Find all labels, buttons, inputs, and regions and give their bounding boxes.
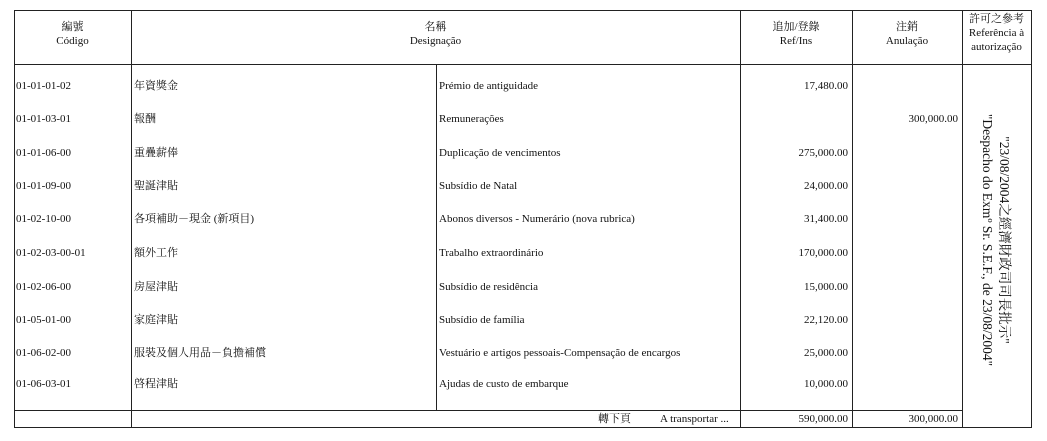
header-auth-pt2: autorização xyxy=(971,41,1022,53)
row-code: 01-01-01-02 xyxy=(16,80,71,92)
header-annul-pt: Anulação xyxy=(885,35,929,47)
row-designation-zh: 房屋津貼 xyxy=(134,281,178,293)
row-designation-zh: 聖誕津貼 xyxy=(134,180,178,192)
col-border-ref xyxy=(852,10,853,428)
table-top-border xyxy=(14,10,1031,11)
row-ref: 17,480.00 xyxy=(804,80,848,92)
row-code: 01-06-02-00 xyxy=(16,347,71,359)
row-designation-zh: 各項補助－現金 (新項目) xyxy=(134,213,255,225)
header-annul-zh: 注銷 xyxy=(896,21,918,33)
row-designation-zh: 啓程津貼 xyxy=(134,378,178,390)
row-designation-pt: Prémio de antiguidade xyxy=(439,80,538,92)
row-designation-pt: Subsídio de Natal xyxy=(439,180,518,192)
footer-top-border xyxy=(14,410,962,411)
row-code: 01-06-03-01 xyxy=(16,378,71,390)
row-designation-pt: Abonos diversos - Numerário (nova rubrica) xyxy=(439,213,635,225)
header-designation-pt: Designação xyxy=(409,35,462,47)
row-code: 01-05-01-00 xyxy=(16,314,71,326)
header-designation xyxy=(131,20,740,48)
table-bottom-border xyxy=(14,427,1031,428)
row-designation-pt: Trabalho extraordinário xyxy=(439,247,544,259)
footer-annul-total: 300,000.00 xyxy=(908,413,958,425)
row-designation-pt: Subsídio de família xyxy=(439,314,525,326)
col-border-code xyxy=(131,10,132,428)
row-code: 01-02-03-00-01 xyxy=(16,247,86,259)
row-designation-zh: 重疊薪俸 xyxy=(134,147,178,159)
row-designation-pt: Ajudas de custo de embarque xyxy=(439,378,569,390)
col-border-right xyxy=(1031,10,1032,428)
header-ref-pt: Ref/Ins xyxy=(779,35,813,47)
header-code-zh: 編號 xyxy=(61,21,84,33)
row-ref: 24,000.00 xyxy=(804,180,848,192)
footer-ref-total: 590,000.00 xyxy=(798,413,848,425)
header-designation-zh: 名稱 xyxy=(424,21,447,33)
row-code: 01-02-10-00 xyxy=(16,213,71,225)
row-code: 01-01-03-01 xyxy=(16,113,71,125)
row-annul: 300,000.00 xyxy=(908,113,958,125)
row-code: 01-01-06-00 xyxy=(16,147,71,159)
row-designation-pt: Subsídio de residência xyxy=(439,281,538,293)
header-auth-zh: 許可之參考 xyxy=(969,13,1024,25)
row-designation-zh: 服裝及個人用品－負擔補償 xyxy=(134,347,266,359)
footer-label-zh: 轉下頁 xyxy=(598,413,631,425)
header-auth xyxy=(962,12,1031,54)
row-ref: 31,400.00 xyxy=(804,213,848,225)
row-designation-pt: Duplicação de vencimentos xyxy=(439,147,561,159)
authorization-reference xyxy=(962,70,1030,410)
auth-header-bottom-border xyxy=(962,64,1031,65)
authorization-line-zh: "23/08/2004之經濟財政司司長批示" xyxy=(997,136,1012,344)
row-designation-zh: 家庭津貼 xyxy=(134,314,178,326)
header-code xyxy=(14,20,131,48)
row-ref: 25,000.00 xyxy=(804,347,848,359)
header-ref xyxy=(740,20,852,48)
row-ref: 15,000.00 xyxy=(804,281,848,293)
footer-label-pt: A transportar ... xyxy=(660,413,729,425)
row-code: 01-01-09-00 xyxy=(16,180,71,192)
header-bottom-border xyxy=(14,64,962,65)
header-ref-zh: 追加/登錄 xyxy=(772,21,820,33)
row-designation-zh: 額外工作 xyxy=(134,247,178,259)
row-designation-zh: 報酬 xyxy=(134,113,156,125)
row-designation-pt: Vestuário e artigos pessoais-Compensação de encargos xyxy=(439,347,681,359)
row-ref: 170,000.00 xyxy=(798,247,848,259)
header-code-pt: Código xyxy=(56,35,89,47)
authorization-line-pt: "Despacho do Exmº Sr. S.E.F., de 23/08/2004" xyxy=(980,113,995,367)
row-ref: 275,000.00 xyxy=(798,147,848,159)
col-border-designation-inner xyxy=(436,64,437,410)
row-designation-pt: Remunerações xyxy=(439,113,504,125)
row-ref: 10,000.00 xyxy=(804,378,848,390)
row-ref: 22,120.00 xyxy=(804,314,848,326)
header-annul xyxy=(852,20,962,48)
col-border-left xyxy=(14,10,15,428)
col-border-designation xyxy=(740,10,741,428)
row-designation-zh: 年資獎金 xyxy=(134,80,178,92)
row-code: 01-02-06-00 xyxy=(16,281,71,293)
header-auth-pt1: Referência à xyxy=(968,27,1025,39)
